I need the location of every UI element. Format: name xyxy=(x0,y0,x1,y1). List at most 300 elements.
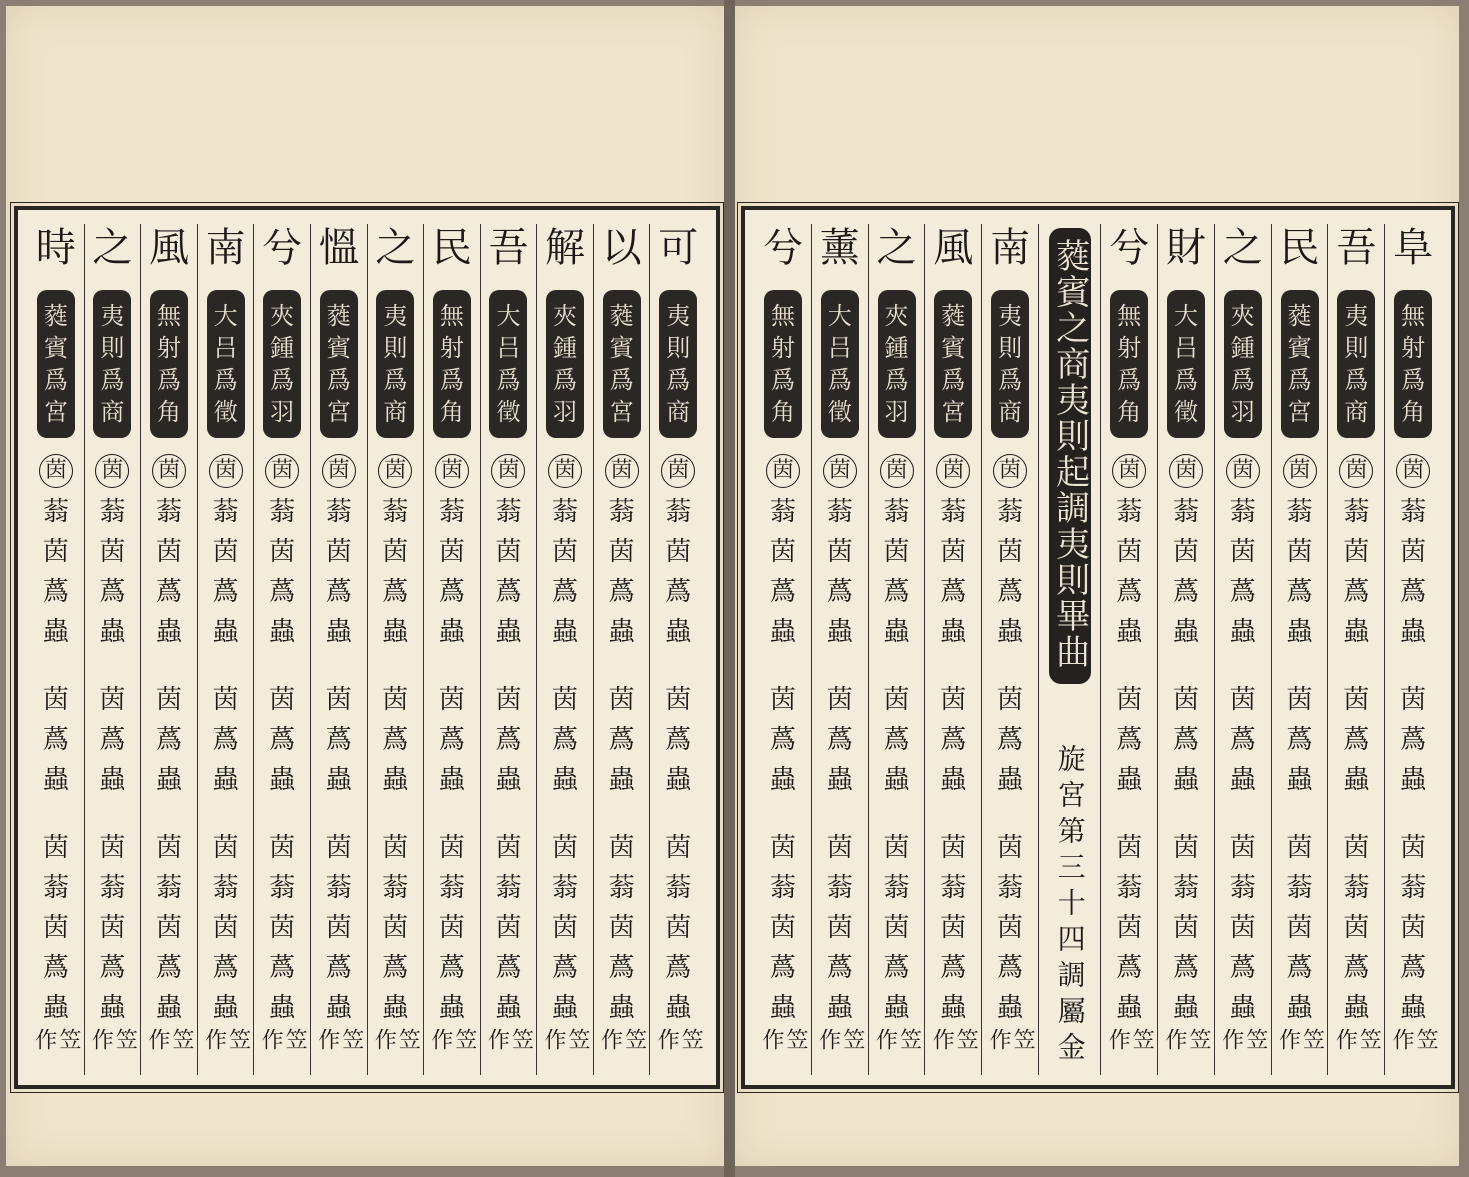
notation-character: 茵 xyxy=(766,454,800,488)
plaque-character: 賓 xyxy=(941,334,966,362)
notation-character: 茵 xyxy=(495,833,522,863)
notation-character: 蔿 xyxy=(826,577,853,607)
plaque-character: 夷 xyxy=(666,302,691,330)
notation-character: 茵 xyxy=(155,833,182,863)
right-columns xyxy=(755,224,1441,1075)
column-foot-mark: 笠作 xyxy=(1389,1028,1439,1050)
notation-character: 蔿 xyxy=(382,953,409,983)
notation-block xyxy=(766,454,800,1028)
plaque-character: 爲 xyxy=(100,366,125,394)
notation-character: 茵 xyxy=(552,833,579,863)
lyric-character: 兮 xyxy=(762,225,803,271)
notation-character: 蓊 xyxy=(997,873,1024,903)
notation-character: 蔿 xyxy=(269,953,296,983)
notation-character: 蔿 xyxy=(155,953,182,983)
column-foot-mark: 笠作 xyxy=(541,1028,591,1050)
notation-character: 蟲 xyxy=(665,993,692,1023)
notation-character: 蔿 xyxy=(269,725,296,755)
notation-character: 蓊 xyxy=(438,873,465,903)
notation-character: 蓊 xyxy=(883,873,910,903)
notation-character: 茵 xyxy=(99,685,126,715)
plaque-character: 無 xyxy=(1117,302,1142,330)
plaque-character: 爲 xyxy=(1287,366,1312,394)
notation-character: 蟲 xyxy=(1172,765,1199,795)
plaque-character: 蕤 xyxy=(1287,302,1312,330)
notation-character: 蔿 xyxy=(608,577,635,607)
notation-character: 蔿 xyxy=(155,725,182,755)
notation-character: 蟲 xyxy=(1343,617,1370,647)
notation-character: 蓊 xyxy=(1343,873,1370,903)
plaque-character: 射 xyxy=(1401,334,1426,362)
mode-plaque xyxy=(1224,290,1262,438)
notation-character: 蟲 xyxy=(552,617,579,647)
score-column xyxy=(197,224,254,1075)
plaque-character: 蕤 xyxy=(609,302,634,330)
plaque-character: 大 xyxy=(496,302,521,330)
notation-character: 蔿 xyxy=(1172,953,1199,983)
notation-character: 茵 xyxy=(152,454,186,488)
notation-character: 蟲 xyxy=(826,765,853,795)
score-column xyxy=(1384,224,1441,1075)
notation-character: 蟲 xyxy=(1172,993,1199,1023)
notation-character: 蔿 xyxy=(1343,577,1370,607)
notation-character: 蟲 xyxy=(883,993,910,1023)
notation-character: 蔿 xyxy=(1172,577,1199,607)
notation-character: 蓊 xyxy=(826,497,853,527)
notation-block xyxy=(548,454,582,1028)
notation-character: 茵 xyxy=(39,454,73,488)
lyric-character: 薰 xyxy=(819,225,860,271)
column-foot-mark: 笠作 xyxy=(1275,1028,1325,1050)
notation-character: 茵 xyxy=(1226,454,1260,488)
notation-character: 蔿 xyxy=(1116,953,1143,983)
notation-character: 蟲 xyxy=(1400,765,1427,795)
notation-character: 茵 xyxy=(269,833,296,863)
notation-character: 蓊 xyxy=(495,873,522,903)
column-foot-mark: 笠作 xyxy=(1218,1028,1268,1050)
notation-block xyxy=(378,454,412,1028)
notation-character: 茵 xyxy=(42,913,69,943)
plaque-character: 則 xyxy=(666,334,691,362)
plaque-character: 爲 xyxy=(270,366,295,394)
notation-character: 茵 xyxy=(265,454,299,488)
notation-character: 茵 xyxy=(325,537,352,567)
notation-character: 茵 xyxy=(1400,685,1427,715)
notation-character: 蔿 xyxy=(438,725,465,755)
notation-block xyxy=(1169,454,1203,1028)
notation-character: 蔿 xyxy=(1286,953,1313,983)
notation-character: 蟲 xyxy=(1116,993,1143,1023)
score-column xyxy=(1327,224,1384,1075)
notation-character: 蓊 xyxy=(826,873,853,903)
notation-character: 茵 xyxy=(1343,913,1370,943)
notation-character: 茵 xyxy=(826,537,853,567)
lyric-character: 兮 xyxy=(1109,225,1150,271)
column-foot-mark: 笠作 xyxy=(427,1028,477,1050)
notation-character: 蓊 xyxy=(1116,873,1143,903)
notation-character: 蟲 xyxy=(1343,993,1370,1023)
plaque-character: 角 xyxy=(1117,398,1142,426)
notation-character: 蓊 xyxy=(42,497,69,527)
notation-character: 蓊 xyxy=(1172,497,1199,527)
notation-character: 蔿 xyxy=(438,577,465,607)
mode-plaque xyxy=(821,290,859,438)
notation-character: 蔿 xyxy=(1229,725,1256,755)
score-column xyxy=(593,224,650,1075)
lyric-character: 以 xyxy=(601,225,642,271)
notation-character: 茵 xyxy=(491,454,525,488)
mode-plaque xyxy=(546,290,584,438)
notation-character: 蟲 xyxy=(997,765,1024,795)
notation-character: 蔿 xyxy=(495,953,522,983)
notation-character: 茵 xyxy=(665,833,692,863)
column-foot-mark: 笠作 xyxy=(758,1028,808,1050)
plaque-character: 羽 xyxy=(1230,398,1255,426)
notation-character: 蔿 xyxy=(212,725,239,755)
notation-character: 茵 xyxy=(883,833,910,863)
plaque-character: 徵 xyxy=(496,398,521,426)
plaque-character: 羽 xyxy=(553,398,578,426)
mode-plaque xyxy=(934,290,972,438)
notation-character: 蓊 xyxy=(940,497,967,527)
notation-character: 蓊 xyxy=(438,497,465,527)
notation-character: 蟲 xyxy=(608,765,635,795)
column-foot-mark: 笠作 xyxy=(258,1028,308,1050)
plaque-character: 射 xyxy=(770,334,795,362)
notation-character: 茵 xyxy=(155,537,182,567)
notation-block xyxy=(1283,454,1317,1028)
plaque-character: 夷 xyxy=(1344,302,1369,330)
notation-character: 茵 xyxy=(438,537,465,567)
notation-character: 茵 xyxy=(880,454,914,488)
notation-character: 蔿 xyxy=(608,953,635,983)
lyric-character: 南 xyxy=(990,225,1031,271)
notation-character: 蓊 xyxy=(940,873,967,903)
plaque-character: 射 xyxy=(157,334,181,362)
notation-character: 蔿 xyxy=(42,725,69,755)
column-foot-mark: 笠作 xyxy=(145,1028,194,1050)
notation-character: 蔿 xyxy=(1286,577,1313,607)
notation-character: 蟲 xyxy=(826,617,853,647)
notation-character: 茵 xyxy=(322,454,356,488)
notation-character: 蟲 xyxy=(1172,617,1199,647)
notation-character: 蟲 xyxy=(325,617,352,647)
mode-plaque xyxy=(320,290,358,438)
plaque-character: 羽 xyxy=(270,398,295,426)
plaque-character: 大 xyxy=(213,302,238,330)
plaque-character: 爲 xyxy=(998,366,1023,394)
notation-block xyxy=(491,454,525,1028)
score-column xyxy=(868,224,925,1075)
notation-character: 蔿 xyxy=(438,953,465,983)
notation-character: 茵 xyxy=(495,913,522,943)
notation-character: 蔿 xyxy=(325,725,352,755)
score-column xyxy=(423,224,480,1075)
plaque-character: 爲 xyxy=(609,366,634,394)
lyric-character: 南 xyxy=(205,225,246,271)
score-column xyxy=(811,224,868,1075)
plaque-character: 蕤 xyxy=(941,302,966,330)
left-columns xyxy=(28,224,706,1075)
notation-character: 蟲 xyxy=(883,617,910,647)
notation-character: 茵 xyxy=(826,685,853,715)
notation-character: 茵 xyxy=(438,913,465,943)
notation-character: 蟲 xyxy=(495,765,522,795)
plaque-character: 爲 xyxy=(326,366,351,394)
notation-character: 蟲 xyxy=(1229,993,1256,1023)
notation-character: 蟲 xyxy=(99,993,126,1023)
notation-character: 蓊 xyxy=(608,497,635,527)
notation-character: 蟲 xyxy=(1400,993,1427,1023)
plaque-character: 吕 xyxy=(496,334,521,362)
notation-character: 蟲 xyxy=(1286,993,1313,1023)
plaque-character: 爲 xyxy=(383,366,408,394)
notation-character: 蟲 xyxy=(269,993,296,1023)
column-foot-mark: 笠作 xyxy=(201,1028,251,1050)
plaque-character: 爲 xyxy=(439,366,464,394)
mode-plaque xyxy=(764,290,802,438)
notation-character: 茵 xyxy=(1112,454,1146,488)
plaque-character: 爲 xyxy=(496,366,521,394)
plaque-character: 夾 xyxy=(553,302,578,330)
notation-character: 蟲 xyxy=(1400,617,1427,647)
notation-character: 茵 xyxy=(608,913,635,943)
notation-character: 蓊 xyxy=(382,497,409,527)
notation-character: 蟲 xyxy=(1229,765,1256,795)
notation-character: 蔿 xyxy=(769,725,796,755)
mode-title: 蕤賓之商夷則起調夷則畢曲 xyxy=(1049,228,1091,684)
notation-character: 蔿 xyxy=(269,577,296,607)
notation-character: 茵 xyxy=(95,454,129,488)
plaque-character: 宮 xyxy=(941,398,966,426)
notation-character: 茵 xyxy=(997,685,1024,715)
plaque-character: 賓 xyxy=(609,334,634,362)
plaque-character: 賓 xyxy=(326,334,351,362)
notation-character: 茵 xyxy=(1172,685,1199,715)
lyric-character: 之 xyxy=(92,225,133,271)
notation-character: 茵 xyxy=(1400,913,1427,943)
notation-character: 茵 xyxy=(1116,913,1143,943)
plaque-character: 爲 xyxy=(1230,366,1255,394)
notation-character: 蓊 xyxy=(382,873,409,903)
notation-character: 蟲 xyxy=(883,765,910,795)
plaque-character: 則 xyxy=(383,334,408,362)
notation-character: 茵 xyxy=(769,833,796,863)
column-foot-mark: 笠作 xyxy=(1105,1028,1155,1050)
notation-character: 茵 xyxy=(212,537,239,567)
notation-character: 茵 xyxy=(769,537,796,567)
notation-character: 蔿 xyxy=(42,953,69,983)
notation-character: 茵 xyxy=(1343,537,1370,567)
notation-character: 蔿 xyxy=(382,725,409,755)
mode-title-column xyxy=(1038,224,1100,1075)
plaque-character: 無 xyxy=(770,302,795,330)
plaque-character: 則 xyxy=(998,334,1023,362)
notation-character: 茵 xyxy=(325,685,352,715)
mode-plaque xyxy=(659,290,697,438)
notation-character: 蟲 xyxy=(608,617,635,647)
plaque-character: 夷 xyxy=(100,302,125,330)
notation-character: 蟲 xyxy=(325,993,352,1023)
notation-character: 蔿 xyxy=(99,725,126,755)
notation-character: 蓊 xyxy=(1400,873,1427,903)
lyric-character: 財 xyxy=(1165,225,1206,271)
notation-character: 茵 xyxy=(1339,454,1373,488)
plaque-character: 宮 xyxy=(609,398,634,426)
notation-character: 蔿 xyxy=(325,577,352,607)
notation-character: 蔿 xyxy=(940,725,967,755)
plaque-character: 夾 xyxy=(1230,302,1255,330)
mode-subtitle: 旋宮第三十四調屬金 xyxy=(1053,744,1087,1068)
notation-character: 茵 xyxy=(438,833,465,863)
lyric-character: 之 xyxy=(375,225,416,271)
plaque-character: 爲 xyxy=(1173,366,1198,394)
score-column xyxy=(310,224,367,1075)
notation-character: 蟲 xyxy=(42,617,69,647)
notation-character: 蔿 xyxy=(99,577,126,607)
notation-character: 蔿 xyxy=(1400,725,1427,755)
notation-character: 蔿 xyxy=(1286,725,1313,755)
notation-character: 蓊 xyxy=(769,497,796,527)
column-foot-mark: 笠作 xyxy=(371,1028,421,1050)
plaque-character: 宮 xyxy=(326,398,351,426)
score-column xyxy=(480,224,537,1075)
plaque-character: 鍾 xyxy=(553,334,578,362)
notation-character: 茵 xyxy=(382,913,409,943)
mode-plaque xyxy=(1167,290,1205,438)
notation-character: 蟲 xyxy=(1286,765,1313,795)
notation-character: 蔿 xyxy=(940,577,967,607)
notation-character: 蟲 xyxy=(42,993,69,1023)
lyric-character: 慍 xyxy=(318,225,359,271)
notation-character: 蟲 xyxy=(212,617,239,647)
column-foot-mark: 笠作 xyxy=(929,1028,979,1050)
notation-character: 蔿 xyxy=(1116,577,1143,607)
column-foot-mark: 笠作 xyxy=(484,1028,534,1050)
plaque-character: 蕤 xyxy=(326,302,351,330)
notation-character: 蓊 xyxy=(212,873,239,903)
notation-character: 蟲 xyxy=(1343,765,1370,795)
notation-character: 茵 xyxy=(940,685,967,715)
column-foot-mark: 笠作 xyxy=(597,1028,647,1050)
notation-block xyxy=(265,454,299,1028)
notation-character: 茵 xyxy=(1229,913,1256,943)
plaque-character: 夷 xyxy=(383,302,408,330)
notation-character: 茵 xyxy=(382,833,409,863)
notation-character: 茵 xyxy=(608,833,635,863)
notation-character: 蔿 xyxy=(940,953,967,983)
plaque-character: 無 xyxy=(1401,302,1426,330)
notation-character: 茵 xyxy=(42,833,69,863)
mode-plaque xyxy=(1281,290,1319,438)
notation-character: 茵 xyxy=(993,454,1027,488)
lyric-character: 吾 xyxy=(1336,225,1377,271)
mode-plaque xyxy=(1110,290,1148,438)
notation-character: 蟲 xyxy=(997,617,1024,647)
notation-character: 茵 xyxy=(1169,454,1203,488)
notation-character: 茵 xyxy=(883,685,910,715)
notation-character: 蟲 xyxy=(269,617,296,647)
plaque-character: 鍾 xyxy=(270,334,295,362)
notation-character: 蔿 xyxy=(769,577,796,607)
notation-character: 蔿 xyxy=(99,953,126,983)
plaque-character: 夾 xyxy=(884,302,909,330)
notation-character: 蓊 xyxy=(1229,873,1256,903)
notation-character: 茵 xyxy=(42,685,69,715)
notation-block xyxy=(936,454,970,1028)
notation-character: 茵 xyxy=(325,833,352,863)
notation-character: 蟲 xyxy=(940,765,967,795)
notation-character: 蓊 xyxy=(1229,497,1256,527)
notation-character: 蔿 xyxy=(997,725,1024,755)
plaque-character: 吕 xyxy=(827,334,852,362)
notation-character: 蟲 xyxy=(438,993,465,1023)
plaque-character: 商 xyxy=(1344,398,1369,426)
notation-character: 蔿 xyxy=(382,577,409,607)
book-gutter xyxy=(724,0,735,1177)
notation-character: 蔿 xyxy=(1400,577,1427,607)
notation-character: 蟲 xyxy=(826,993,853,1023)
notation-block xyxy=(880,454,914,1028)
notation-character: 茵 xyxy=(1172,537,1199,567)
plaque-character: 賓 xyxy=(43,334,68,362)
notation-character: 蟲 xyxy=(382,617,409,647)
notation-character: 茵 xyxy=(826,833,853,863)
notation-character: 蓊 xyxy=(665,873,692,903)
mode-plaque xyxy=(489,290,527,438)
notation-block xyxy=(152,454,186,1028)
notation-character: 蟲 xyxy=(42,765,69,795)
column-foot-mark: 笠作 xyxy=(986,1028,1036,1050)
notation-character: 茵 xyxy=(212,685,239,715)
notation-character: 蟲 xyxy=(99,765,126,795)
notation-block xyxy=(1339,454,1373,1028)
notation-character: 茵 xyxy=(940,833,967,863)
notation-character: 蟲 xyxy=(495,617,522,647)
notation-character: 蔿 xyxy=(212,953,239,983)
notation-character: 茵 xyxy=(212,833,239,863)
mode-plaque xyxy=(991,290,1029,438)
lyric-character: 之 xyxy=(876,225,917,271)
notation-character: 茵 xyxy=(1286,685,1313,715)
plaque-character: 商 xyxy=(666,398,691,426)
notation-character: 蟲 xyxy=(155,765,182,795)
mode-plaque xyxy=(93,290,131,438)
notation-character: 蔿 xyxy=(1343,953,1370,983)
score-column xyxy=(536,224,593,1075)
plaque-character: 無 xyxy=(157,302,181,330)
notation-block xyxy=(435,454,469,1028)
notation-character: 茵 xyxy=(883,913,910,943)
notation-character: 茵 xyxy=(99,913,126,943)
notation-character: 蔿 xyxy=(997,953,1024,983)
lyric-character: 風 xyxy=(933,225,974,271)
plaque-character: 射 xyxy=(1117,334,1142,362)
notation-block xyxy=(661,454,695,1028)
score-column xyxy=(981,224,1038,1075)
right-page xyxy=(735,6,1459,1166)
notation-character: 蔿 xyxy=(665,577,692,607)
notation-character: 蟲 xyxy=(438,765,465,795)
notation-character: 蔿 xyxy=(883,953,910,983)
notation-character: 茵 xyxy=(608,537,635,567)
notation-character: 茵 xyxy=(435,454,469,488)
plaque-character: 吕 xyxy=(213,334,238,362)
notation-character: 蓊 xyxy=(155,497,182,527)
notation-character: 蔿 xyxy=(883,725,910,755)
notation-character: 蔿 xyxy=(826,725,853,755)
notation-character: 蟲 xyxy=(212,993,239,1023)
